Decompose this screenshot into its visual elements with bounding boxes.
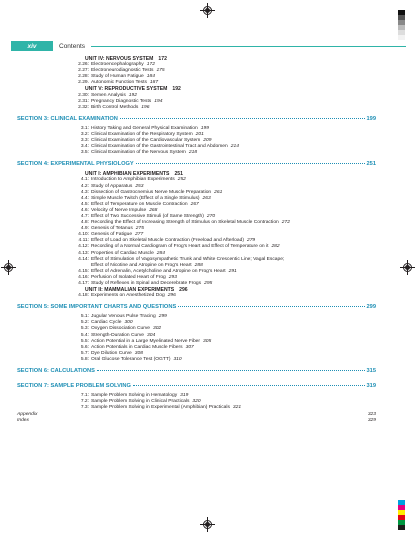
unit-page: 192: [172, 86, 181, 93]
entry-page: 218: [188, 150, 198, 156]
section-title: SECTION 4: EXPERIMENTAL PHYSIOLOGY: [17, 161, 134, 168]
entry-number: 5.6:: [80, 344, 89, 350]
entry-number: 5.3:: [80, 326, 89, 332]
entry-title: Cardiac Cycle: [91, 320, 122, 326]
section-page: 199: [366, 115, 376, 122]
entry-number: 5.1:: [80, 314, 89, 320]
entry-page: 267: [190, 201, 199, 207]
entry-number: 4.13:: [78, 250, 89, 256]
entry-title: Action Potential in a Large Myelinated Nerve Fiber: [91, 338, 201, 344]
entry-page: 194: [154, 98, 163, 104]
entry-page: 187: [149, 80, 159, 86]
entry-number: 3.5:: [80, 150, 89, 156]
entry-title: History Taking and General Physical Examination: [91, 125, 198, 131]
entry-page: 270: [206, 213, 216, 219]
entry-number: 4.18:: [78, 293, 89, 299]
entry-page: 192: [128, 92, 137, 98]
entry-number: 2.31:: [78, 98, 89, 104]
dot-leader: [136, 163, 365, 164]
entry-number: 5.5:: [80, 338, 89, 344]
entry-title: Effect of Two Successive Stimuli (of Same Strength): [91, 213, 204, 219]
entry-page: 268: [149, 207, 158, 213]
entry-title: Study of Apparatus: [91, 183, 133, 189]
registration-mark-bottom: [203, 520, 212, 529]
registration-mark-top: [203, 6, 212, 15]
entry-page: 295: [204, 281, 213, 286]
entry-title: Effect of Load on Skeletal Muscle Contraction (Freeload and Afterload): [91, 238, 244, 244]
entry-page: 293: [168, 274, 177, 280]
entry-number: 4.14:: [78, 256, 89, 262]
entry-page: 279: [246, 238, 256, 244]
entry-title: Effect of Stimulation of Vagosympathetic Trunk and White Crescentic Line; Vagal Escape;: [91, 256, 285, 262]
entry-title: Recording of a Normal Cardiogram of Frog's Heart and Effect of Temperature on it: [91, 244, 269, 250]
entry-number: 2.27:: [78, 68, 89, 74]
dot-leader: [133, 385, 365, 386]
unit-title: UNIT II: MAMMALIAN EXPERIMENTS: [85, 287, 175, 294]
section-heading[interactable]: [17, 383, 376, 390]
entry-page: 261: [214, 189, 223, 195]
entry-page: 299: [158, 314, 167, 320]
entry-title: Study of Reflexes in Spinal and Decerebrate Frogs: [91, 281, 202, 286]
section-page: 251: [366, 161, 376, 168]
entry-title: Pregnancy Diagnostic Tests: [91, 98, 152, 104]
entry-number: 3.1:: [80, 125, 89, 131]
entry-title: Dye Dilution Curve: [91, 350, 132, 356]
dot-leader: [97, 370, 365, 371]
entry-page: 253: [135, 183, 144, 189]
page-number-badge: xiv: [11, 41, 53, 51]
entry-page: 300: [124, 320, 133, 326]
entry-title: Effect of Temperature on Muscle Contraction: [91, 201, 188, 207]
entry-page: 277: [135, 232, 144, 238]
toc-entry[interactable]: [80, 356, 376, 363]
toc-entry[interactable]: [80, 405, 376, 411]
entry-number: 7.1:: [80, 393, 89, 399]
entry-number: 2.26:: [78, 62, 89, 68]
section-title: SECTION 7: SAMPLE PROBLEM SOLVING: [17, 383, 131, 390]
entry-number: 4.16:: [78, 274, 89, 280]
entry-number: 4.7:: [80, 213, 89, 219]
entry-number: 4.5:: [80, 201, 89, 207]
entry-page: 320: [192, 399, 201, 405]
entry-title: Sample Problem Solving in Hematology: [91, 393, 178, 399]
entry-page: 307: [185, 344, 194, 350]
entry-title: Introduction to Amphibian Experiments: [91, 177, 175, 183]
entry-page: 282: [271, 244, 280, 250]
entry-title: Experiments on Anesthetized Dog: [91, 293, 165, 299]
entry-number: 7.2:: [80, 399, 89, 405]
entry-title: Oral Glucose Tolerance Test (OGTT): [91, 356, 171, 362]
entry-title: Oxygen Dissociation Curve: [91, 326, 150, 332]
entry-title: Dissection of Gastrocnemius Nerve Muscle Preparation: [91, 189, 212, 195]
entry-page: 172: [146, 62, 155, 68]
entry-title: Clinical Examination of the Respiratory System: [91, 131, 193, 137]
dot-leader: [120, 118, 365, 119]
entry-page: 252: [177, 177, 186, 183]
entry-title: Electroencephalography: [91, 62, 144, 68]
entry-number: 4.11:: [78, 238, 89, 244]
back-matter-label: Index: [17, 418, 29, 424]
table-of-contents: [17, 56, 376, 424]
entry-page: 209: [203, 138, 212, 144]
section-title: SECTION 5: SOME IMPORTANT CHARTS AND QUESTIONS: [17, 304, 177, 311]
entry-page: 304: [147, 332, 156, 338]
toc-entry[interactable]: [80, 150, 376, 156]
entry-page: 199: [200, 125, 209, 131]
entry-page: 263: [202, 195, 211, 201]
entry-title: Effect of Adrenalin, Acetylcholine and Atropine on Frog's Heart: [91, 268, 226, 274]
running-head-title: Contents: [59, 42, 86, 50]
entry-page: 319: [180, 393, 189, 399]
entry-number: 4.1:: [80, 177, 89, 183]
section-title: SECTION 6: CALCULATIONS: [17, 368, 95, 375]
entry-page: 302: [152, 326, 162, 332]
section-heading[interactable]: [17, 116, 376, 123]
entry-title: Electroneurodiagnostic Tests: [91, 68, 154, 74]
entry-title: Genesis of Tetanus: [91, 226, 133, 232]
unit-title: UNIT V: REPRODUCTIVE SYSTEM: [85, 86, 168, 93]
entry-page: 214: [230, 144, 239, 150]
entry-page: 272: [281, 220, 290, 226]
entry-title: Simple Muscle Twitch (Effect of a Single Stimulus): [91, 195, 200, 201]
entry-title: Clinical Examination of the Gastrointestinal Tract and Abdomen: [91, 144, 228, 150]
entry-page: 184: [146, 74, 155, 80]
entry-page: 308: [134, 350, 143, 356]
entry-number: 3.4:: [80, 144, 89, 150]
section-title: SECTION 3: CLINICAL EXAMINATION: [17, 115, 118, 122]
entry-number: 4.6:: [80, 207, 89, 213]
entry-page: 310: [173, 356, 182, 362]
registration-mark-left: [4, 263, 13, 272]
unit-page: 296: [179, 287, 188, 294]
entry-page: 296: [167, 293, 176, 299]
entry-number: 2.29.: [78, 80, 89, 86]
section-heading[interactable]: [17, 161, 376, 168]
header-rule: [91, 46, 406, 47]
entry-title: Recording the Effect of Increasing Strength of Stimulus on Skeletal Muscle Contraction: [91, 220, 279, 226]
entry-number: 4.3:: [80, 189, 89, 195]
entry-number: 2.28:: [78, 74, 89, 80]
entry-number: 4.12:: [78, 244, 89, 250]
entry-title: Strength-Duration Curve: [91, 332, 145, 338]
entry-page: 291: [228, 268, 237, 274]
toc-entry[interactable]: [78, 80, 376, 86]
dot-leader: [178, 306, 364, 307]
unit-title: UNIT IV: NERVOUS SYSTEM: [85, 56, 154, 62]
section-page: 315: [366, 368, 376, 375]
back-matter-label: Appendix: [17, 412, 38, 418]
color-bar-bottom: [398, 500, 405, 530]
entry-number: 5.7:: [80, 350, 89, 356]
entry-title: Action Potentials in Cardiac Muscle Fibers: [91, 344, 183, 350]
entry-number: 7.3:: [80, 405, 89, 411]
color-bar-top: [398, 10, 405, 40]
unit-page: 172: [158, 56, 167, 62]
section-page: 299: [366, 304, 376, 311]
entry-page: 196: [141, 104, 150, 110]
entry-title: Sample Problem Solving in Experimental (Amphibian) Practicals: [91, 405, 230, 411]
entry-number: 2.32:: [78, 104, 89, 110]
entry-title: Sample Problem Solving in Clinical Practicals: [91, 399, 190, 405]
back-matter-page: 329: [367, 418, 376, 424]
entry-title: Genesis of Fatigue: [91, 232, 133, 238]
entry-number: 4.2:: [80, 183, 89, 189]
entry-title: Velocity of Nerve Impulse: [91, 207, 147, 213]
entry-page: 201: [195, 131, 204, 137]
running-header: [11, 41, 406, 51]
unit-title: UNIT I: AMPHIBIAN EXPERIMENTS: [85, 171, 170, 178]
entry-page: 284: [156, 250, 165, 256]
section-heading[interactable]: [17, 368, 376, 375]
entry-page: 175: [156, 68, 165, 74]
entry-page: 275: [135, 226, 144, 232]
toc-entry[interactable]: [78, 293, 376, 299]
entry-page: 305: [203, 338, 212, 344]
back-matter-page: 323: [367, 412, 376, 418]
entry-title: Autonomic Function Tests: [91, 80, 147, 86]
entry-title: Jugular Venous Pulse Tracing: [91, 314, 156, 320]
entry-number: 5.4:: [80, 332, 89, 338]
entry-number: 4.17:: [78, 281, 89, 286]
registration-mark-right: [403, 263, 412, 272]
entry-number: 3.2:: [80, 131, 89, 137]
entry-title: Study of Human Fatigue: [91, 74, 144, 80]
toc-entry[interactable]: [78, 104, 376, 111]
unit-page: 251: [174, 171, 183, 178]
entry-page: 288: [194, 262, 203, 268]
section-heading[interactable]: [17, 304, 376, 311]
entry-number: 3.3:: [80, 138, 89, 144]
back-matter-entry[interactable]: [17, 418, 376, 424]
entry-number: 4.4:: [80, 195, 89, 201]
entry-title: Clinical Examination of the Cardiovascular System: [91, 138, 201, 144]
entry-number: 5.2:: [80, 320, 89, 326]
entry-number: 4.10:: [78, 232, 89, 238]
entry-number: 2.30:: [78, 92, 89, 98]
entry-page: 321: [232, 405, 242, 411]
entry-number: 5.8:: [80, 356, 89, 362]
entry-title: Semen Analysis: [91, 92, 126, 98]
entry-number: 4.8:: [80, 220, 89, 226]
entry-title: Perfusion of Isolated Heart of Frog: [91, 274, 166, 280]
toc-entry[interactable]: [78, 281, 376, 287]
entry-title: Clinical Examination of the Nervous System: [91, 150, 186, 156]
entry-title: Effect of Nicotine and Atropine on Frog's Heart: [91, 262, 192, 268]
entry-title: Properties of Cardiac Muscle: [91, 250, 154, 256]
section-page: 319: [366, 383, 376, 390]
entry-title: Birth Control Methods: [91, 104, 139, 110]
entry-number: 4.15:: [78, 268, 89, 274]
entry-number: 4.9:: [80, 226, 89, 232]
